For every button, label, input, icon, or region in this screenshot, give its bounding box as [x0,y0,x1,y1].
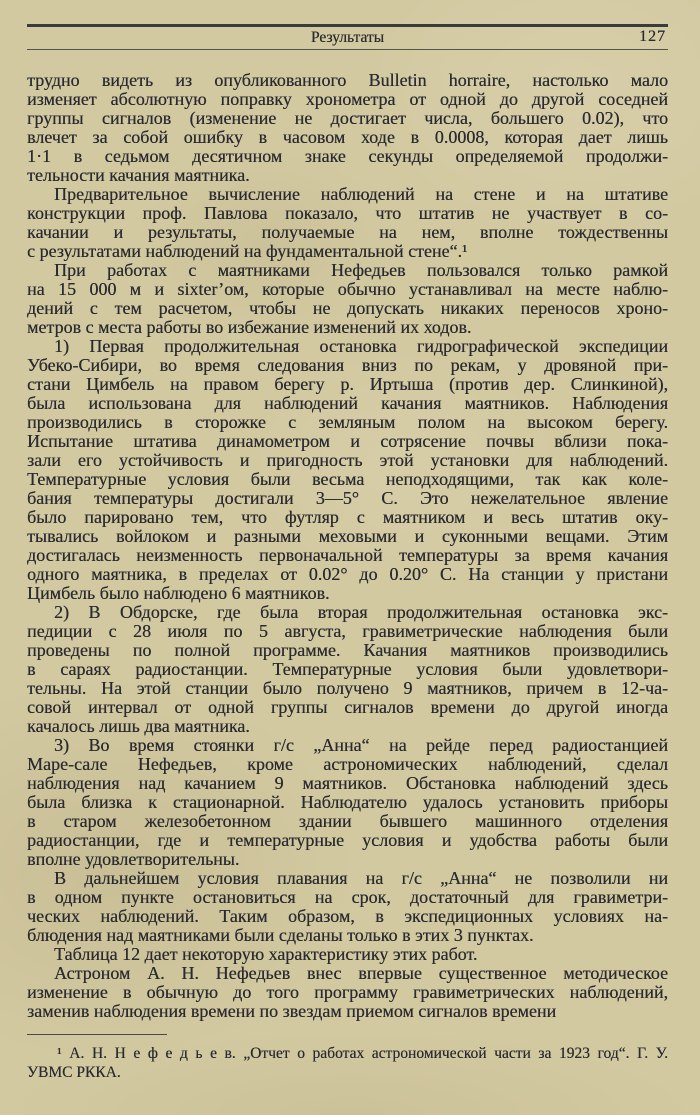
text-line: стани Цимбель на правом берегу р. Иртыша (против дер. Слинкиной), [27,374,668,394]
running-head [27,29,668,47]
text-line: на 15 000 м и sixter’ом, которые обычно устанавливал на месте наблю- [27,279,668,299]
text-line: Маре-сале Нефедьев, кроме астрономических наблюдений, сделал [27,754,668,774]
running-head-title: Результаты [310,29,385,46]
text-line: метров с места работы во избежание изменений их ходов. [27,317,472,337]
footnote-line: ¹ А. Н. Н е ф е д ь е в. „Отчет о работах астрономической части за 1923 год“. Г. У. [57,1045,668,1062]
body-text [27,71,668,1021]
text-line: тельности качания маятника. [27,165,250,185]
text-line: совой интервал от одной группы сигналов времени до другой иногда [27,697,668,717]
text-line: Испытание штатива динамометром и сотрясение почвы вблизи пока- [27,431,668,451]
text-line: изменяет абсолютную поправку хронометра от одной до другой соседней [27,89,668,109]
footnote [27,1045,668,1082]
text-line: заменив наблюдения времени по звездам приемом сигналов времени [27,1001,557,1021]
text-line: радиостанции, где и температурные условия и удобства работы были [27,830,668,850]
page-number: 127 [639,28,666,45]
text-line: в сараях радиостанции. Температурные условия были удовлетвори- [27,659,668,679]
text-line: тельны. На этой станции было получено 9 маятников, причем в 12-ча- [27,678,668,698]
text-line: была близка к стационарной. Наблюдателю удалось установить приборы [27,792,668,812]
text-line: педиции с 28 июля по 5 августа, гравиметрические наблюдения были [27,621,668,641]
text-line: конструкции проф. Павлова показало, что штатив не участвует в со- [27,203,668,223]
text-line: группы сигналов (изменение не достигает числа, большего 0.02), что [27,108,668,128]
text-line: При работах с маятниками Нефедьев пользовался только рамкой [54,260,668,280]
text-line: дений с тем расчетом, чтобы не допускать никаких переносов хроно- [27,298,668,318]
footnote-separator [27,1034,167,1035]
text-line: ческих наблюдений. Таким образом, в экспедиционных условиях на- [27,906,668,926]
text-line: В дальнейшем условия плавания на г/с „Анна“ не позволили ни [54,868,668,888]
text-line: зали его устойчивость и пригодность этой установки для наблюдений. [27,450,668,470]
text-line: Температурные условия были весьма неподходящими, так как коле- [27,469,668,489]
text-line: одного маятника, в пределах от 0.02° до 0.20° С. На станции у пристани [27,564,668,584]
footnote-line: УВМС РККА. [27,1063,121,1081]
text-line: 1·1 в седьмом десятичном знаке секунды определяемой продолжи- [27,146,668,166]
text-line: Убеко-Сибири, во время следования вниз по рекам, у дровяной при- [27,355,668,375]
text-line: трудно видеть из опубликованного Bulletin horraire, настолько мало [27,70,668,90]
text-line: в одном пункте остановиться на срок, достаточный для гравиметри- [27,887,668,907]
text-line: достигалась неизменность первоначальной температуры за время качания [27,545,668,565]
text-line: влечет за собой ошибку в часовом ходе в 0.0008, которая дает лишь [27,127,668,147]
header-rule-thin [27,49,668,50]
text-line: 2) В Обдорске, где была вторая продолжительная остановка экс- [54,602,668,622]
text-line: 3) Во время стоянки г/с „Анна“ на рейде перед радиостанцией [54,735,668,755]
text-line: Предварительное вычисление наблюдений на стене и на штативе [54,184,668,204]
text-line: с результатами наблюдений на фундаментальной стене“.¹ [27,241,468,261]
text-line: была использована для наблюдений качания маятников. Наблюдения [27,393,668,413]
text-line: качании и результаты, получаемые на нем, вполне тождественны [27,222,668,242]
text-line: проведены по полной программе. Качания маятников производились [27,640,668,660]
text-line: было парировано тем, что футляр с маятником и весь штатив оку- [27,507,668,527]
text-line: Цимбель было наблюдено 6 маятников. [27,583,330,603]
text-line: вполне удовлетворительны. [27,849,240,869]
text-line: Таблица 12 дает некоторую характеристику этих работ. [54,944,478,964]
text-line: качалось лишь два маятника. [27,716,250,736]
header-rule-thick [27,24,668,27]
text-line: блюдения над маятниками были сделаны только в этих 3 пунктах. [27,925,534,945]
text-line: изменение в обычную до того программу гравиметрических наблюдений, [27,982,668,1002]
text-line: тывались войлоком и разными меховыми и суконными вещами. Этим [27,526,668,546]
text-line: 1) Первая продолжительная остановка гидрографической экспедиции [54,336,668,356]
text-line: бания температуры достигали 3—5° С. Это нежелательное явление [27,488,668,508]
text-line: наблюдения над качанием 9 маятников. Обстановка наблюдений здесь [27,773,668,793]
text-line: производились в сторожке с земляным полом на высоком берегу. [27,412,668,432]
text-line: в старом железобетонном здании бывшего машинного отделения [27,811,668,831]
text-line: Астроном А. Н. Нефедьев внес впервые существенное методическое [54,963,668,983]
